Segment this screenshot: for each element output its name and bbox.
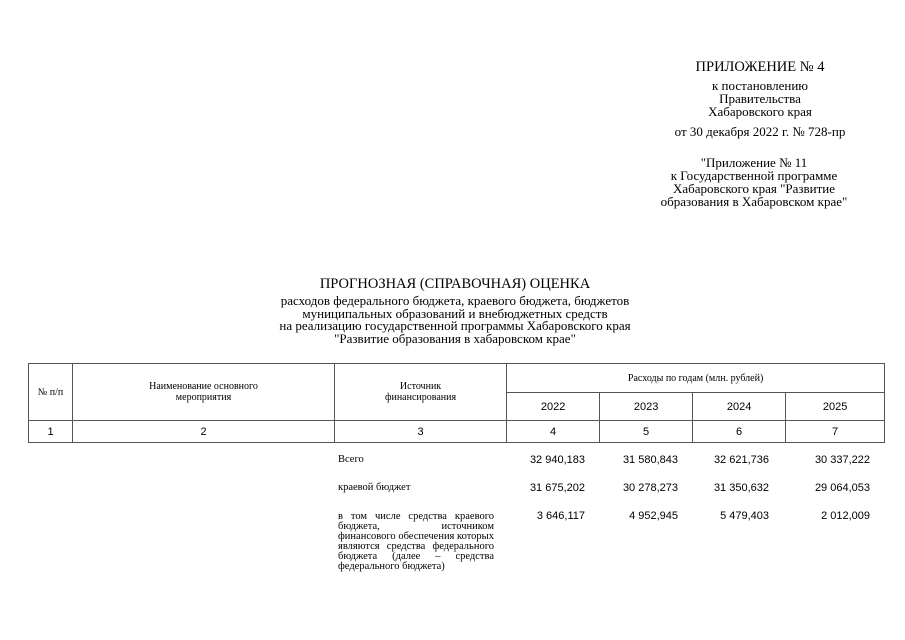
appendix-title: ПРИЛОЖЕНИЕ № 4 xyxy=(695,59,825,75)
value-total-2025: 30 337,222 xyxy=(814,454,870,466)
appendix-line: Хабаровского края xyxy=(708,104,812,119)
value-total-2023: 31 580,843 xyxy=(622,454,678,466)
subheading-line: муниципальных образований и внебюджетных средств xyxy=(302,305,608,321)
appendix-line: к постановлению xyxy=(711,78,809,93)
attachment-line: "Приложение № 11 xyxy=(700,155,808,170)
index-cell: 7 xyxy=(786,421,885,443)
attachment-line: Хабаровского края "Развитие xyxy=(672,181,836,196)
appendix-date: от 30 декабря 2022 г. № 728-пр xyxy=(674,124,846,139)
header-cell-number: № п/п xyxy=(29,364,73,421)
header-cell-year-2022: 2022 xyxy=(507,393,600,421)
attachment-line: образования в Хабаровском крае" xyxy=(660,194,848,209)
header-cell-activity: Наименование основного мероприятия xyxy=(73,364,335,421)
index-cell: 2 xyxy=(73,421,335,443)
header-cell-year-2025: 2025 xyxy=(786,393,885,421)
value-regional-2024: 31 350,632 xyxy=(713,482,769,494)
subheading-line: расходов федерального бюджета, краевого бюджета, бюджетов xyxy=(280,293,630,308)
document-subheading xyxy=(200,295,710,345)
header-cell-year-2024: 2024 xyxy=(693,393,786,421)
value-federal-2023: 4 952,945 xyxy=(629,510,678,522)
expenses-table-header xyxy=(28,363,885,443)
header-cell-year-2023: 2023 xyxy=(600,393,693,421)
header-cell-source: Источник финансирования xyxy=(335,364,507,421)
subheading-line: "Развитие образования в хабаровском крае" xyxy=(334,330,576,346)
index-cell: 3 xyxy=(335,421,507,443)
appendix-resolution-lines xyxy=(640,79,880,118)
subheading-line: на реализацию государственной программы Хабаровского края xyxy=(279,318,631,333)
program-attachment-note xyxy=(630,156,878,208)
value-regional-2022: 31 675,202 xyxy=(529,482,585,494)
document-heading: ПРОГНОЗНАЯ (СПРАВОЧНАЯ) ОЦЕНКА xyxy=(319,276,591,292)
index-cell: 4 xyxy=(507,421,600,443)
value-federal-2025: 2 012,009 xyxy=(821,510,870,522)
attachment-line: к Государственной программе xyxy=(670,168,838,183)
row-source-regional-budget: краевой бюджет xyxy=(338,482,411,493)
row-source-total: Всего xyxy=(338,454,364,465)
value-regional-2025: 29 064,053 xyxy=(814,482,870,494)
value-federal-2022: 3 646,117 xyxy=(536,510,585,522)
value-federal-2024: 5 479,403 xyxy=(720,510,769,522)
index-cell: 6 xyxy=(693,421,786,443)
appendix-line: Правительства xyxy=(719,91,801,106)
row-source-federal-funds: в том числе средства краевого бюджета, источником финансового обеспечения которых являются средства федерального бюджета (далее – средства федерального бюджета) xyxy=(338,511,494,572)
index-cell: 5 xyxy=(600,421,693,443)
index-cell: 1 xyxy=(29,421,73,443)
header-cell-expenses: Расходы по годам (млн. рублей) xyxy=(507,364,885,393)
value-total-2022: 32 940,183 xyxy=(529,454,585,466)
value-regional-2023: 30 278,273 xyxy=(622,482,678,494)
value-total-2024: 32 621,736 xyxy=(713,454,769,466)
